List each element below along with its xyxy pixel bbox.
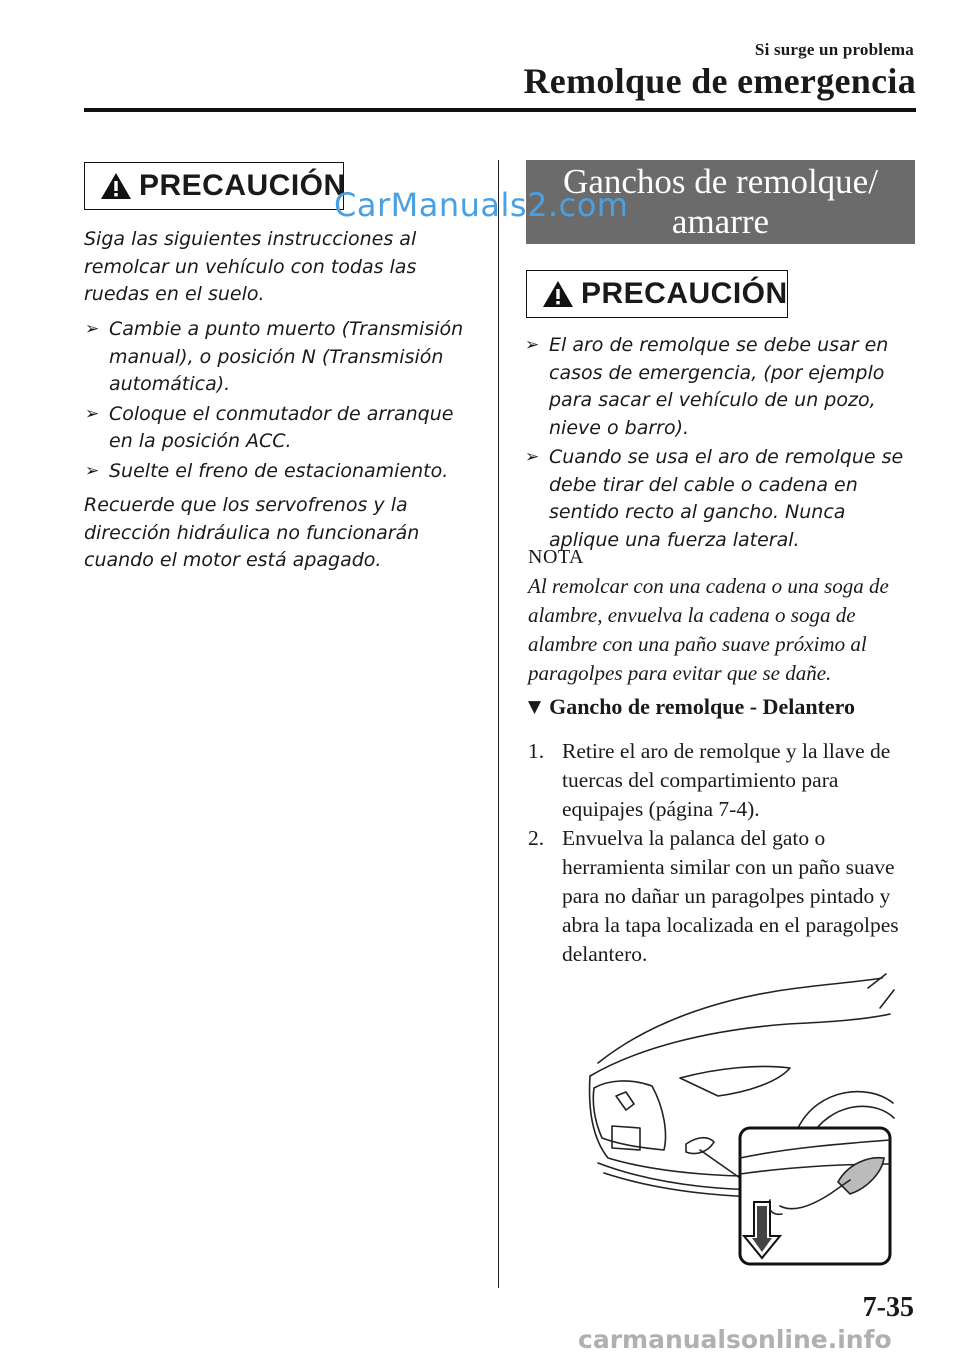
- arrow-bullet-icon: ➢: [85, 403, 100, 424]
- warning-icon: [99, 171, 133, 201]
- arrow-bullet-icon: ➢: [85, 319, 100, 339]
- caution-closing: Recuerde que los servofrenos y la dirección hidráulica no funcionarán cuando el motor está apagado.: [84, 494, 420, 571]
- caution-bullet-list-right: [524, 332, 916, 556]
- caution-intro: Siga las siguientes instrucciones al remolcar un vehículo con todas las ruedas en el suelo.: [84, 228, 417, 305]
- list-item: ➢ El aro de remolque se debe usar en casos de emergencia, (por ejemplo para sacar el vehículo de un pozo, nieve o barro).: [525, 334, 889, 439]
- arrow-bullet-icon: ➢: [525, 335, 540, 355]
- caution-box-right: [526, 270, 788, 318]
- warning-icon: [541, 279, 575, 309]
- steps-list: [528, 737, 918, 969]
- page-title: Remolque de emergencia: [523, 61, 916, 101]
- list-item: ➢ Coloque el conmutador de arranque en la posición ACC.: [85, 402, 454, 452]
- caution-label: PRECAUCIÓN: [139, 169, 346, 202]
- caution-box-left: [84, 162, 344, 210]
- watermark: carmanualsonline.info: [578, 1325, 892, 1354]
- banner-line: Ganchos de remolque/: [563, 162, 878, 201]
- list-item: ➢ Cuando se usa el aro de remolque se debe tirar del cable o cadena en sentido recto al gancho. Nunca aplique una fuerza lateral.: [525, 446, 904, 551]
- note-body: Al remolcar con una cadena o una soga de alambre, envuelva la cadena o soga de alambre con una paño suave próximo al paragolpes para evitar que se dañe.: [528, 574, 889, 685]
- section-label: Si surge un problema: [754, 40, 914, 59]
- caution-bullet-list-left: [84, 316, 476, 487]
- banner-line: amarre: [671, 202, 770, 241]
- watermark: CarManuals2.com: [334, 186, 629, 224]
- caution-label: PRECAUCIÓN: [581, 277, 788, 310]
- triangle-down-icon: ▼: [528, 697, 542, 717]
- column-divider: [498, 160, 499, 1288]
- page-number: 7-35: [862, 1292, 914, 1323]
- arrow-bullet-icon: ➢: [525, 447, 540, 467]
- arrow-bullet-icon: ➢: [85, 460, 100, 481]
- bumper-tow-hook-illustration: [568, 968, 902, 1268]
- header-rule: [84, 108, 916, 112]
- note-heading: NOTA: [528, 546, 584, 568]
- list-item: ➢ Cambie a punto muerto (Transmisión manual), o posición N (Transmisión automática).: [85, 318, 464, 395]
- list-item: ➢ Suelte el freno de estacionamiento.: [84, 458, 476, 486]
- step-item: 2. Envuelva la palanca del gato o herramienta similar con un paño suave para no dañar un paragolpes pintado y abra la tapa localizada en el paragolpes delantero.: [528, 826, 899, 966]
- step-item: 1. Retire el aro de remolque y la llave de tuercas del compartimiento para equipajes (página 7-4).: [528, 739, 891, 821]
- subsection-heading: ▼ Gancho de remolque - Delantero: [528, 694, 856, 719]
